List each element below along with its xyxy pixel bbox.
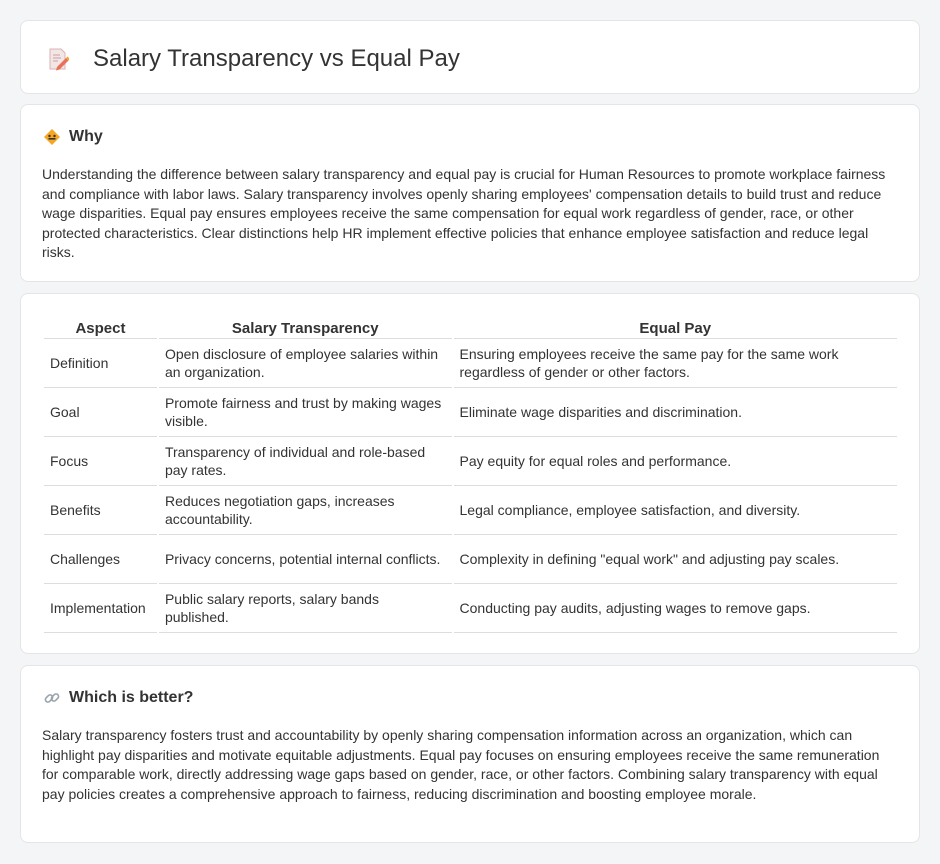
table-row bbox=[44, 437, 897, 486]
row-aspect: Challenges bbox=[44, 535, 157, 584]
row-equal-pay: Conducting pay audits, adjusting wages to remove gaps. bbox=[454, 584, 897, 633]
row-salary-transparency: Transparency of individual and role-based pay rates. bbox=[159, 437, 452, 486]
header-salary-transparency: Salary Transparency bbox=[159, 317, 452, 339]
which-is-better-card bbox=[20, 665, 920, 843]
header-equal-pay: Equal Pay bbox=[454, 317, 897, 339]
row-salary-transparency: Open disclosure of employee salaries within an organization. bbox=[159, 339, 452, 388]
row-equal-pay: Complexity in defining "equal work" and adjusting pay scales. bbox=[454, 535, 897, 584]
better-title: Which is better? bbox=[69, 689, 194, 706]
row-aspect: Focus bbox=[44, 437, 157, 486]
row-aspect: Goal bbox=[44, 388, 157, 437]
table-row bbox=[44, 388, 897, 437]
header-aspect: Aspect bbox=[44, 317, 157, 339]
table-row bbox=[44, 486, 897, 535]
document-pencil-icon bbox=[47, 47, 69, 71]
row-equal-pay: Ensuring employees receive the same pay for the same work regardless of gender or other factors. bbox=[454, 339, 897, 388]
row-equal-pay: Pay equity for equal roles and performance. bbox=[454, 437, 897, 486]
row-equal-pay: Legal compliance, employee satisfaction, and diversity. bbox=[454, 486, 897, 535]
table-row bbox=[44, 339, 897, 388]
better-heading bbox=[43, 688, 193, 708]
why-title: Why bbox=[69, 128, 103, 145]
why-text: Understanding the difference between salary transparency and equal pay is crucial for Human Resources to promote workplace fairness and compliance with labor laws. Salary transparency involves openly sharing employees' compensation details to build trust and reduce wage disparities. Equal pay ensures employees receive the same compensation for equal work regardless of gender, race, or other protected characteristics. Clear distinctions help HR implement effective policies that enhance employee satisfaction and reduce legal risks. bbox=[42, 166, 886, 261]
table-row bbox=[44, 535, 897, 584]
diamond-sign-icon bbox=[43, 128, 61, 146]
row-salary-transparency: Reduces negotiation gaps, increases accountability. bbox=[159, 486, 452, 535]
link-icon bbox=[43, 689, 61, 707]
table-header-row bbox=[44, 317, 897, 339]
row-salary-transparency: Public salary reports, salary bands published. bbox=[159, 584, 452, 633]
row-salary-transparency: Promote fairness and trust by making wages visible. bbox=[159, 388, 452, 437]
row-equal-pay: Eliminate wage disparities and discrimination. bbox=[454, 388, 897, 437]
page-title: Salary Transparency vs Equal Pay bbox=[93, 45, 460, 72]
why-card bbox=[20, 104, 920, 282]
row-salary-transparency: Privacy concerns, potential internal conflicts. bbox=[159, 535, 452, 584]
title-card bbox=[20, 20, 920, 94]
comparison-table bbox=[42, 317, 899, 633]
table-row bbox=[44, 584, 897, 633]
row-aspect: Benefits bbox=[44, 486, 157, 535]
row-aspect: Implementation bbox=[44, 584, 157, 633]
row-aspect: Definition bbox=[44, 339, 157, 388]
comparison-card bbox=[20, 293, 920, 654]
better-text: Salary transparency fosters trust and accountability by openly sharing compensation information across an organization, which can highlight pay disparities and motivate equitable adjustments. Equal pay focuses on ensuring employees receive the same remuneration for comparable work, directly addressing wage gaps based on gender, race, or other factors. Combining salary transparency with equal pay policies creates a comprehensive approach to fairness, reducing discrimination and boosting employee morale. bbox=[42, 727, 880, 802]
why-heading bbox=[43, 127, 103, 147]
